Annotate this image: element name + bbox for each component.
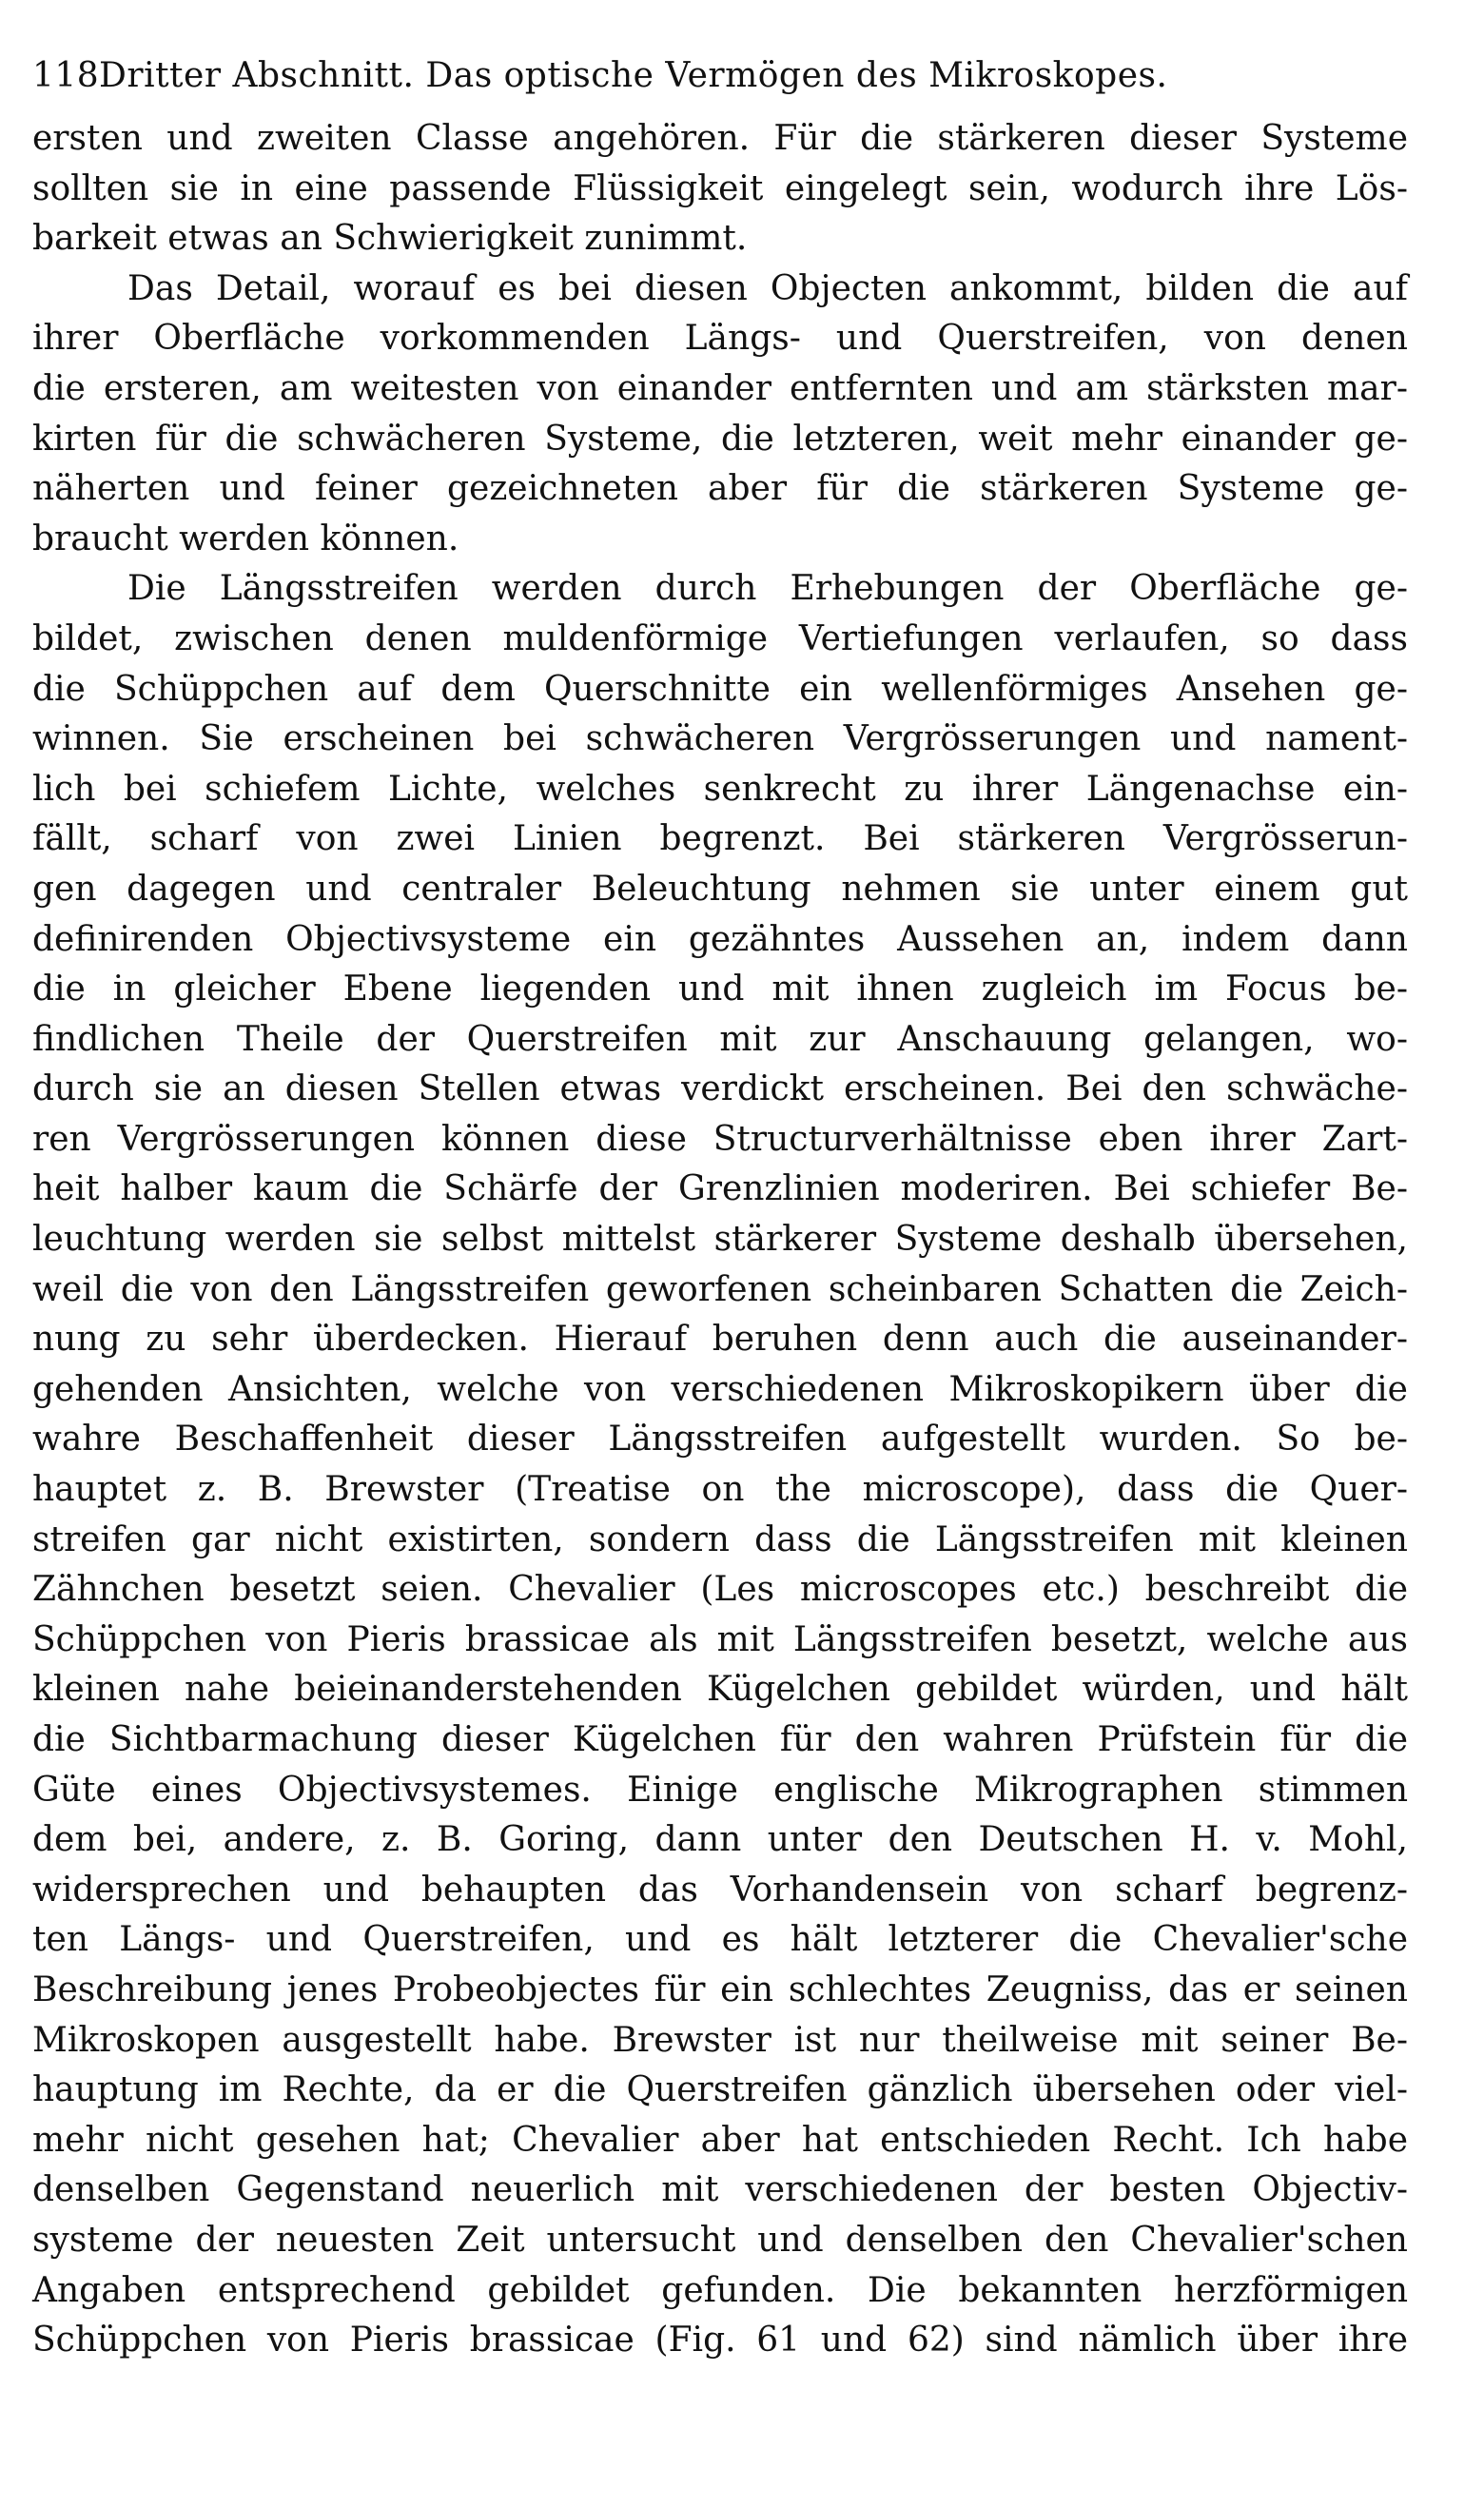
text-line: gehenden Ansichten, welche von verschiedenen Mikroskopikern über die [32,1369,1408,1409]
text-line: gen dagegen und centraler Beleuchtung nehmen sie unter einem gut [32,869,1408,909]
text-line: heit halber kaum die Schärfe der Grenzlinien moderiren. Bei schiefer Be- [32,1169,1408,1209]
text-line: Güte eines Objectivsystemes. Einige englische Mikrographen stimmen [32,1770,1408,1810]
text-line: fällt, scharf von zwei Linien begrenzt. Bei stärkeren Vergrösserun- [32,819,1408,859]
text-line: systeme der neuesten Zeit untersucht und denselben den Chevalier'schen [32,2220,1408,2260]
text-line: widersprechen und behaupten das Vorhandensein von scharf begrenz- [32,1870,1408,1910]
text-line: die in gleicher Ebene liegenden und mit ihnen zugleich im Focus be- [32,970,1408,1009]
text-line: barkeit etwas an Schwierigkeit zunimmt. [32,219,748,259]
text-line: streifen gar nicht existirten, sondern dass die Längsstreifen mit kleinen [32,1519,1408,1559]
text-line: leuchtung werden sie selbst mittelst stärkerer Systeme deshalb übersehen, [32,1220,1408,1260]
text-line: Beschreibung jenes Probeobjectes für ein schlechtes Zeugniss, das er seinen [32,1969,1408,2009]
text-line: bildet, zwischen denen muldenförmige Vertiefungen verlaufen, so dass [32,618,1408,658]
text-line: ersten und zweiten Classe angehören. Für die stärkeren dieser Systeme [32,119,1408,158]
text-line: ren Vergrösserungen können diese Structurverhältnisse eben ihrer Zart- [32,1119,1408,1159]
text-line: weil die von den Längsstreifen geworfenen scheinbaren Schatten die Zeich- [32,1269,1408,1309]
text-line: braucht werden können. [32,519,459,558]
text-line: dem bei, andere, z. B. Goring, dann unter den Deutschen H. v. Mohl, [32,1820,1408,1860]
text-line: Angaben entsprechend gebildet gefunden. Die bekannten herzförmigen [32,2270,1408,2310]
text-line: näherten und feiner gezeichneten aber für die stärkeren Systeme ge- [32,469,1408,509]
page-number: 118 [32,56,100,95]
text-line: denselben Gegenstand neuerlich mit verschiedenen der besten Objectiv- [32,2170,1408,2210]
text-line: Schüppchen von Pieris brassicae (Fig. 61 und 62) sind nämlich über ihre [32,2321,1408,2361]
text-line: mehr nicht gesehen hat; Chevalier aber hat entschieden Recht. Ich habe [32,2120,1408,2160]
text-line: kirten für die schwächeren Systeme, die letzteren, weit mehr einander ge- [32,419,1408,459]
text-line: Schüppchen von Pieris brassicae als mit Längsstreifen besetzt, welche aus [32,1619,1408,1659]
book-page [32,38,1408,2366]
text-line: die Schüppchen auf dem Querschnitte ein wellenförmiges Ansehen ge- [32,669,1408,709]
text-line: Das Detail, worauf es bei diesen Objecten ankommt, bilden die auf [127,268,1408,308]
text-line: die ersteren, am weitesten von einander entfernten und am stärksten mar- [32,368,1408,408]
text-line: Die Längsstreifen werden durch Erhebungen der Oberfläche ge- [127,569,1408,609]
text-line: lich bei schiefem Lichte, welches senkrecht zu ihrer Längenachse ein- [32,769,1408,809]
text-line: Mikroskopen ausgestellt habe. Brewster ist nur theilweise mit seiner Be- [32,2020,1408,2060]
text-line: ten Längs- und Querstreifen, und es hält letzterer die Chevalier'sche [32,1920,1408,1960]
text-line: hauptung im Rechte, da er die Querstreifen gänzlich übersehen oder viel- [32,2070,1408,2110]
text-line: winnen. Sie erscheinen bei schwächeren Vergrösserungen und nament- [32,719,1408,759]
text-line: hauptet z. B. Brewster (Treatise on the microscope), dass die Quer- [32,1470,1408,1510]
text-line: Zähnchen besetzt seien. Chevalier (Les microscopes etc.) beschreibt die [32,1570,1408,1610]
text-line: die Sichtbarmachung dieser Kügelchen für den wahren Prüfstein für die [32,1720,1408,1759]
text-line: durch sie an diesen Stellen etwas verdickt erscheinen. Bei den schwäche- [32,1069,1408,1109]
text-line: wahre Beschaffenheit dieser Längsstreifen aufgestellt wurden. So be- [32,1420,1408,1460]
text-line: definirenden Objectivsysteme ein gezähntes Aussehen an, indem dann [32,919,1408,959]
text-line: kleinen nahe beieinanderstehenden Kügelchen gebildet würden, und hält [32,1670,1408,1710]
text-line: sollten sie in eine passende Flüssigkeit eingelegt sein, wodurch ihre Lös- [32,168,1408,208]
text-line: ihrer Oberfläche vorkommenden Längs- und Querstreifen, von denen [32,319,1408,359]
body-text [32,114,1408,2366]
text-line: findlichen Theile der Querstreifen mit zur Anschauung gelangen, wo- [32,1019,1408,1059]
chapter-title: Dritter Abschnitt. Das optische Vermögen des Mikroskopes. [99,56,1168,95]
text-line: nung zu sehr überdecken. Hierauf beruhen denn auch die auseinander- [32,1320,1408,1360]
running-head [32,38,1408,114]
